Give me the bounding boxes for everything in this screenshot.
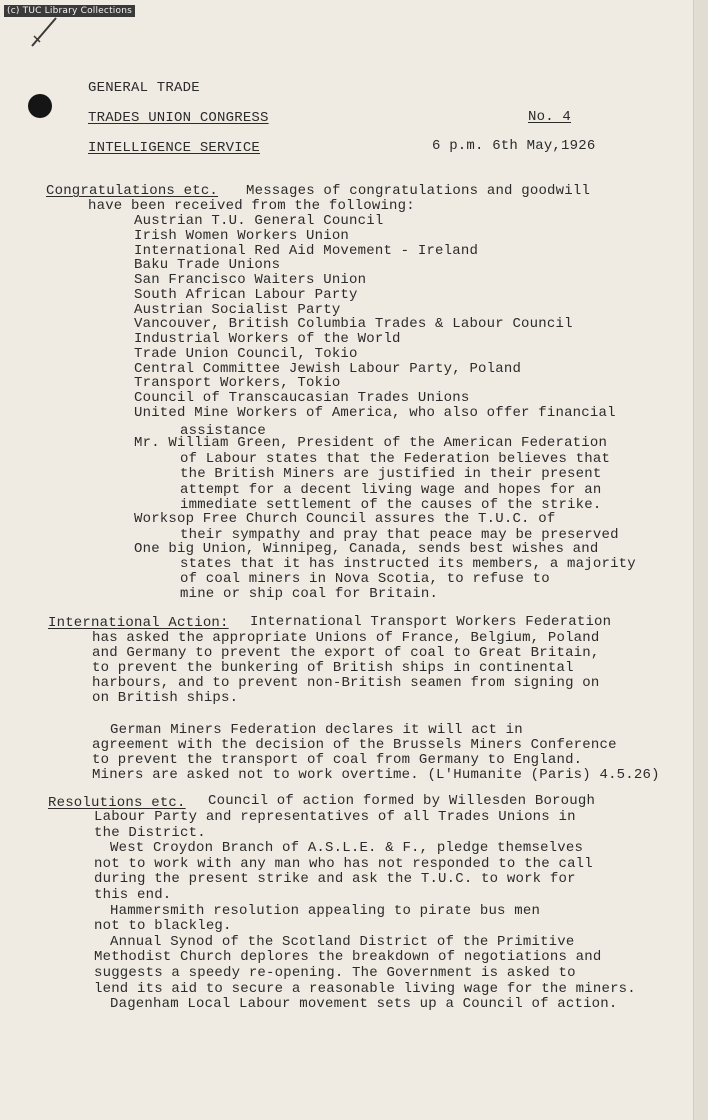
punch-hole	[28, 94, 52, 118]
header-line-tuc: TRADES UNION CONGRESS	[88, 110, 269, 126]
statement-line: of coal miners in Nova Scotia, to refuse to	[180, 571, 550, 587]
paragraph-line: International Transport Workers Federation	[250, 614, 612, 630]
pencil-mark	[28, 14, 62, 48]
statement-line: Mr. William Green, President of the American Federation	[134, 435, 608, 451]
paragraph-line: Dagenham Local Labour movement sets up a Council of action.	[110, 996, 618, 1013]
paragraph-line: Hammersmith resolution appealing to pirate bus men	[110, 902, 541, 919]
list-item: United Mine Workers of America, who also offer financial	[134, 404, 616, 421]
paragraph-line: has asked the appropriate Unions of France, Belgium, Poland	[92, 630, 600, 646]
list-item: Baku Trade Unions	[134, 257, 281, 274]
list-item: Council of Transcaucasian Trades Unions	[134, 390, 470, 406]
paragraph-line: not to work with any man who has not responded to the call	[94, 855, 593, 872]
statement-line: Worksop Free Church Council assures the T.U.C. of	[134, 511, 556, 527]
statement-line: attempt for a decent living wage and hopes for an	[180, 481, 602, 498]
paragraph-line: not to blackleg.	[94, 918, 232, 935]
paragraph-line: Council of action formed by Willesden Borough	[208, 793, 596, 809]
section-heading: Resolutions etc.	[48, 795, 186, 811]
statement-line: the British Miners are justified in their present	[180, 466, 602, 482]
list-item: International Red Aid Movement - Ireland	[134, 242, 479, 259]
paragraph-line: lend its aid to secure a reasonable living wage for the miners.	[94, 980, 636, 997]
paragraph-line: Annual Synod of the Scotland District of the Primitive	[110, 933, 575, 950]
paragraph-line: Miners are asked not to work overtime. (L'Humanite (Paris) 4.5.26)	[92, 767, 660, 783]
statement-line: mine or ship coal for Britain.	[180, 586, 439, 602]
list-item: South African Labour Party	[134, 286, 358, 303]
bulletin-number: No. 4	[528, 109, 572, 125]
list-item: Vancouver, British Columbia Trades & Labour Council	[134, 316, 573, 333]
list-item: Industrial Workers of the World	[134, 331, 401, 347]
list-item: Transport Workers, Tokio	[134, 375, 341, 392]
list-item: Central Committee Jewish Labour Party, Poland	[134, 360, 522, 377]
paragraph-line: the District.	[94, 824, 206, 841]
paragraph-line: German Miners Federation declares it will act in	[110, 722, 523, 738]
paragraph-line: West Croydon Branch of A.S.L.E. & F., pledge themselves	[110, 840, 584, 857]
paragraph-line: agreement with the decision of the Brussels Miners Conference	[92, 737, 617, 753]
statement-line: of Labour states that the Federation believes that	[180, 450, 611, 467]
list-item: San Francisco Waiters Union	[134, 272, 367, 288]
paragraph-line: to prevent the bunkering of British ships in continental	[92, 660, 574, 676]
intro-text: Messages of congratulations and goodwill	[246, 183, 591, 199]
list-item: Irish Women Workers Union	[134, 227, 350, 244]
paragraph-line: Labour Party and representatives of all Trades Unions in	[94, 809, 576, 825]
list-item: Trade Union Council, Tokio	[134, 345, 358, 362]
section-heading: Congratulations etc.	[46, 183, 219, 199]
list-item-continuation: assistance	[180, 423, 267, 439]
header-line-general-trade: GENERAL TRADE	[88, 80, 200, 96]
paragraph-line: on British ships.	[92, 690, 239, 706]
copyright-label: (c) TUC Library Collections	[4, 5, 135, 17]
paragraph-line: this end.	[94, 887, 172, 903]
statement-line: One big Union, Winnipeg, Canada, sends best wishes and	[134, 541, 599, 557]
page-edge	[693, 0, 708, 1120]
paragraph-line: Methodist Church deplores the breakdown of negotiations and	[94, 949, 602, 966]
bulletin-datetime: 6 p.m. 6th May,1926	[432, 138, 596, 154]
statement-line: their sympathy and pray that peace may be preserved	[180, 526, 619, 543]
paragraph-line: suggests a speedy re-opening. The Government is asked to	[94, 965, 576, 981]
paragraph-line: harbours, and to prevent non-British seamen from signing on	[92, 675, 600, 691]
paragraph-line: and Germany to prevent the export of coal to Great Britain,	[92, 645, 600, 661]
header-line-intelligence: INTELLIGENCE SERVICE	[88, 140, 261, 156]
paragraph-line: to prevent the transport of coal from Germany to England.	[92, 752, 583, 768]
paragraph-line: during the present strike and ask the T.U.C. to work for	[94, 871, 576, 888]
list-item: Austrian T.U. General Council	[134, 213, 384, 229]
section-heading: International Action:	[48, 615, 229, 631]
list-item: Austrian Socialist Party	[134, 301, 341, 318]
intro-text: have been received from the following:	[88, 198, 415, 214]
statement-line: immediate settlement of the causes of the strike.	[180, 497, 602, 513]
statement-line: states that it has instructed its members, a majority	[180, 556, 636, 572]
